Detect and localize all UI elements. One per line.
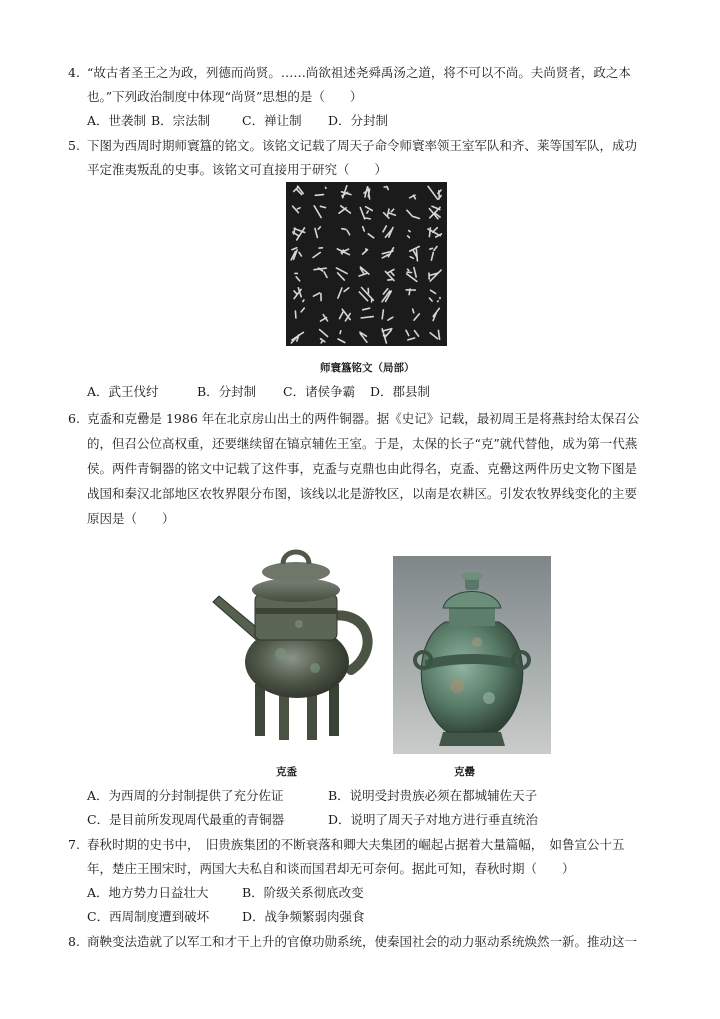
question-stem-line: 克盉和克罍是 1986 年在北京房山出土的两件铜器。据《史记》记载，最初周王是将燕封给太保召公 xyxy=(87,411,640,426)
question-stem-line: 原因是（ ） xyxy=(87,511,175,526)
option-c: C．诸侯争霸 xyxy=(283,384,356,399)
option-b: B．宗法制 xyxy=(151,113,211,128)
question-number: 8. xyxy=(68,934,80,949)
option-d: D．说明了周天子对地方进行垂直统治 xyxy=(328,812,539,827)
option-b: B．分封制 xyxy=(197,384,257,399)
option-d: D．郡县制 xyxy=(370,384,431,399)
question-number: 4. xyxy=(68,65,80,80)
option-c: C．是目前所发现周代最重的青铜器 xyxy=(87,812,285,827)
question-stem-line: 战国和秦汉北部地区农牧界限分布图，该线以北是游牧区，以南是农耕区。引发农牧界线变化的主要 xyxy=(87,486,638,501)
jar-svg xyxy=(393,556,551,754)
question-stem-line: 下图为西周时期师寰簋的铭文。该铭文记载了周天子命令师寰率领王室军队和齐、莱等国军队，成功 xyxy=(87,138,638,153)
option-b: B．阶级关系彻底改变 xyxy=(242,885,364,900)
question-stem-line: “故古者圣王之为政，列德而尚贤。……尚欲祖述尧舜禹汤之道，将不可以不尚。夫尚贤者，政之本 xyxy=(87,65,631,80)
bronze-jar-image xyxy=(393,556,551,754)
question-stem-line: 年，楚庄王围宋时，两国大夫私自和谈而国君却无可奈何。据此可知，春秋时期（ ） xyxy=(87,861,575,876)
rubbing-svg xyxy=(286,182,447,346)
question-number: 5. xyxy=(68,138,80,153)
figure-caption-ewer: 克盉 xyxy=(276,766,297,778)
ewer-svg xyxy=(203,544,385,744)
question-stem-line: 春秋时期的史书中， 旧贵族集团的不断衰落和卿大夫集团的崛起占据着大量篇幅， 如鲁宣公十五 xyxy=(87,837,625,852)
question-stem-line: 的，但召公位高权重，还要继续留在镐京辅佐王室。于是，太保的长子“克”就代替他，成为第一代燕 xyxy=(87,436,638,451)
figure-caption: 师寰簋铭文（局部） xyxy=(320,362,415,374)
inscription-rubbing-image xyxy=(286,182,447,346)
question-stem-line: 商鞅变法造就了以军工和才干上升的官僚功勋系统，使秦国社会的动力驱动系统焕然一新。推动这一 xyxy=(87,934,638,949)
question-stem-line: 平定淮夷叛乱的史事。该铭文可直接用于研究（ ） xyxy=(87,162,388,177)
option-d: D．战争频繁弱肉强食 xyxy=(242,909,365,924)
option-a: A．地方势力日益壮大 xyxy=(87,885,209,900)
question-stem-line: 侯。两件青铜器的铭文中记载了这件事，克盉与克鼎也由此得名，克盉、克罍这两件历史文物下图是 xyxy=(87,461,638,476)
option-b: B．说明受封贵族必须在都城辅佐天子 xyxy=(328,788,538,803)
question-number: 6. xyxy=(68,411,80,426)
bronze-ewer-image xyxy=(203,544,385,744)
option-a: A．世袭制 xyxy=(87,113,147,128)
option-c: C．西周制度遭到破坏 xyxy=(87,909,210,924)
figure-caption-jar: 克罍 xyxy=(454,766,475,778)
option-d: D．分封制 xyxy=(328,113,389,128)
question-stem-line: 也。”下列政治制度中体现“尚贤”思想的是（ ） xyxy=(87,89,363,104)
option-a: A．为西周的分封制提供了充分佐证 xyxy=(87,788,284,803)
option-a: A．武王伐纣 xyxy=(87,384,159,399)
option-c: C．禅让制 xyxy=(242,113,302,128)
question-number: 7. xyxy=(68,837,80,852)
